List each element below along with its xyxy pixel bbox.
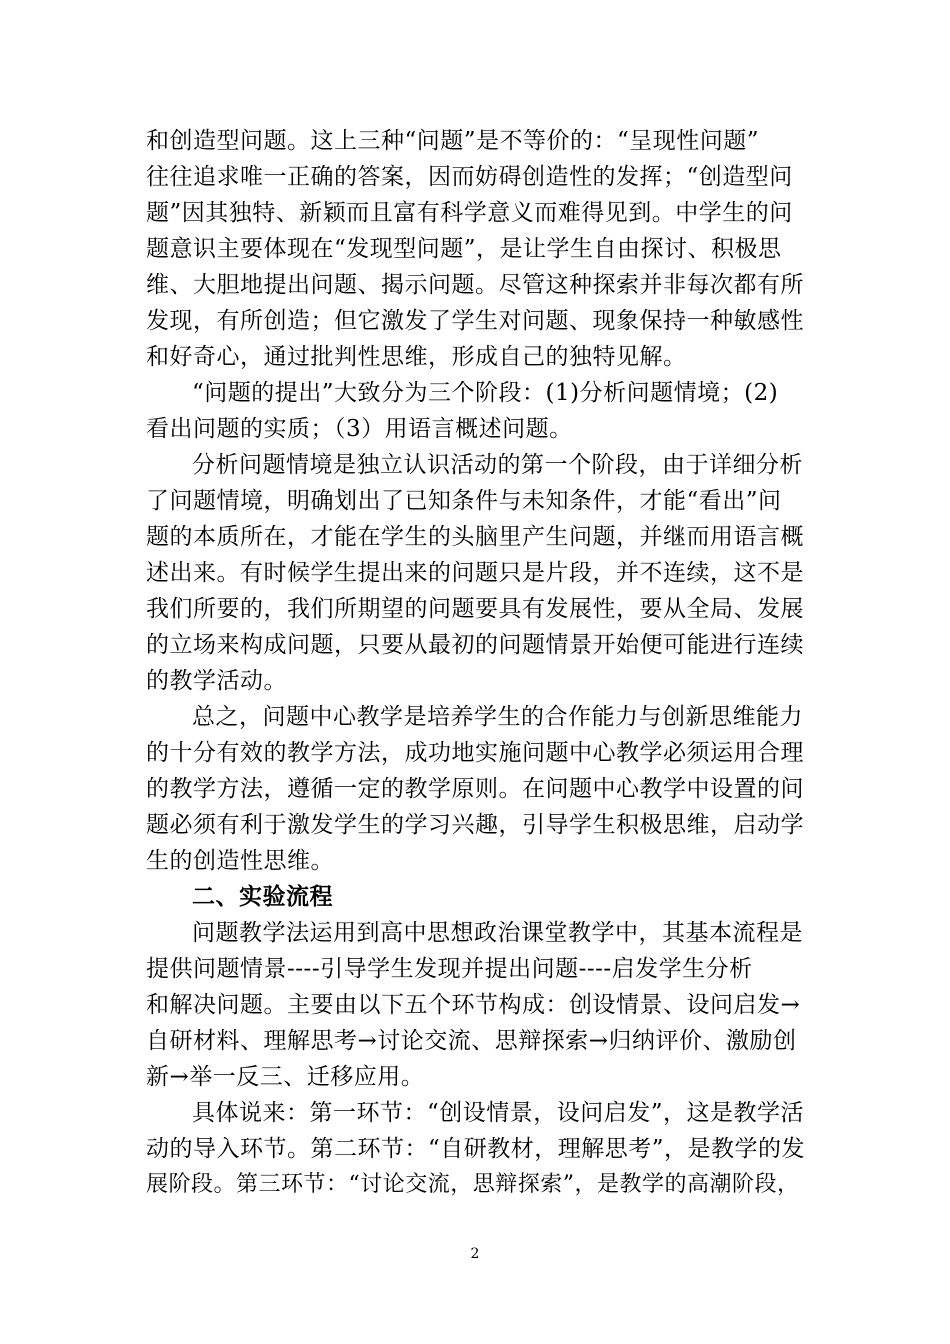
paragraph-line: 题”因其独特、新颖而且富有科学意义而难得见到。中学生的问 [146,200,793,226]
paragraph-line: 动的导入环节。第二环节：“自研教材，理解思考”，是教学的发 [146,1136,806,1162]
paragraph-line: 维、大胆地提出问题、揭示问题。尽管这种探索并非每次都有所 [146,272,804,298]
paragraph-line: 问题教学法运用到高中思想政治课堂教学中，其基本流程是 [192,920,803,946]
paragraph-line: 题意识主要体现在“发现型问题”，是让学生自由探讨、积极思 [146,236,782,262]
paragraph-line: 和好奇心，通过批判性思维，形成自己的独特见解。 [146,344,687,370]
section-heading: 二、实验流程 [192,883,333,910]
paragraph-line: 新→举一反三、迁移应用。 [146,1064,425,1090]
paragraph-line: 提供问题情景----引导学生发现并提出问题----启发学生分析 [146,956,753,982]
paragraph-line: 题的本质所在，才能在学生的头脑里产生问题，并继而用语言概 [146,524,804,550]
paragraph-line: 分析问题情境是独立认识活动的第一个阶段，由于详细分析 [192,452,803,478]
paragraph-line: 的教学方法，遵循一定的教学原则。在问题中心教学中设置的问 [146,776,804,802]
paragraph-line: 生的创造性思维。 [146,848,334,874]
paragraph-line: 我们所要的，我们所期望的问题要具有发展性，要从全局、发展 [146,596,804,622]
paragraph-line: 发现，有所创造；但它激发了学生对问题、现象保持一种敏感性 [146,308,804,334]
paragraph-line: 的教学活动。 [146,668,287,694]
paragraph-line: 具体说来：第一环节：“创设情景，设问启发”，这是教学活 [192,1100,805,1126]
paragraph-line: 总之，问题中心教学是培养学生的合作能力与创新思维能力 [192,704,803,730]
paragraph-line: 的十分有效的教学方法，成功地实施问题中心教学必须运用合理 [146,740,804,766]
paragraph-line: 和创造型问题。这上三种“问题”是不等价的：“呈现性问题” [146,128,760,154]
paragraph-line: 展阶段。第三环节：“讨论交流，思辩探索”，是教学的高潮阶段， [146,1172,800,1197]
paragraph-line: 自研材料、理解思考→讨论交流、思辩探索→归纳评价、激励创 [146,1028,797,1054]
paragraph-line: 看出问题的实质；（3）用语言概述问题。 [146,416,573,442]
paragraph-line: 往往追求唯一正确的答案，因而妨碍创造性的发挥；“创造型问 [146,164,793,190]
paragraph-line: 和解决问题。主要由以下五个环节构成：创设情景、设问启发→ [146,992,801,1018]
paragraph-line: “问题的提出”大致分为三个阶段：(1)分析问题情境；(2) [192,380,779,406]
paragraph-line: 了问题情境，明确划出了已知条件与未知条件，才能“看出”问 [146,488,782,514]
paragraph-line: 题必须有利于激发学生的学习兴趣，引导学生积极思维，启动学 [146,812,804,838]
page-number: 2 [470,1246,480,1262]
paragraph-line: 述出来。有时候学生提出来的问题只是片段，并不连续，这不是 [146,560,804,586]
paragraph-line: 的立场来构成问题，只要从最初的问题情景开始便可能进行连续 [146,632,804,658]
